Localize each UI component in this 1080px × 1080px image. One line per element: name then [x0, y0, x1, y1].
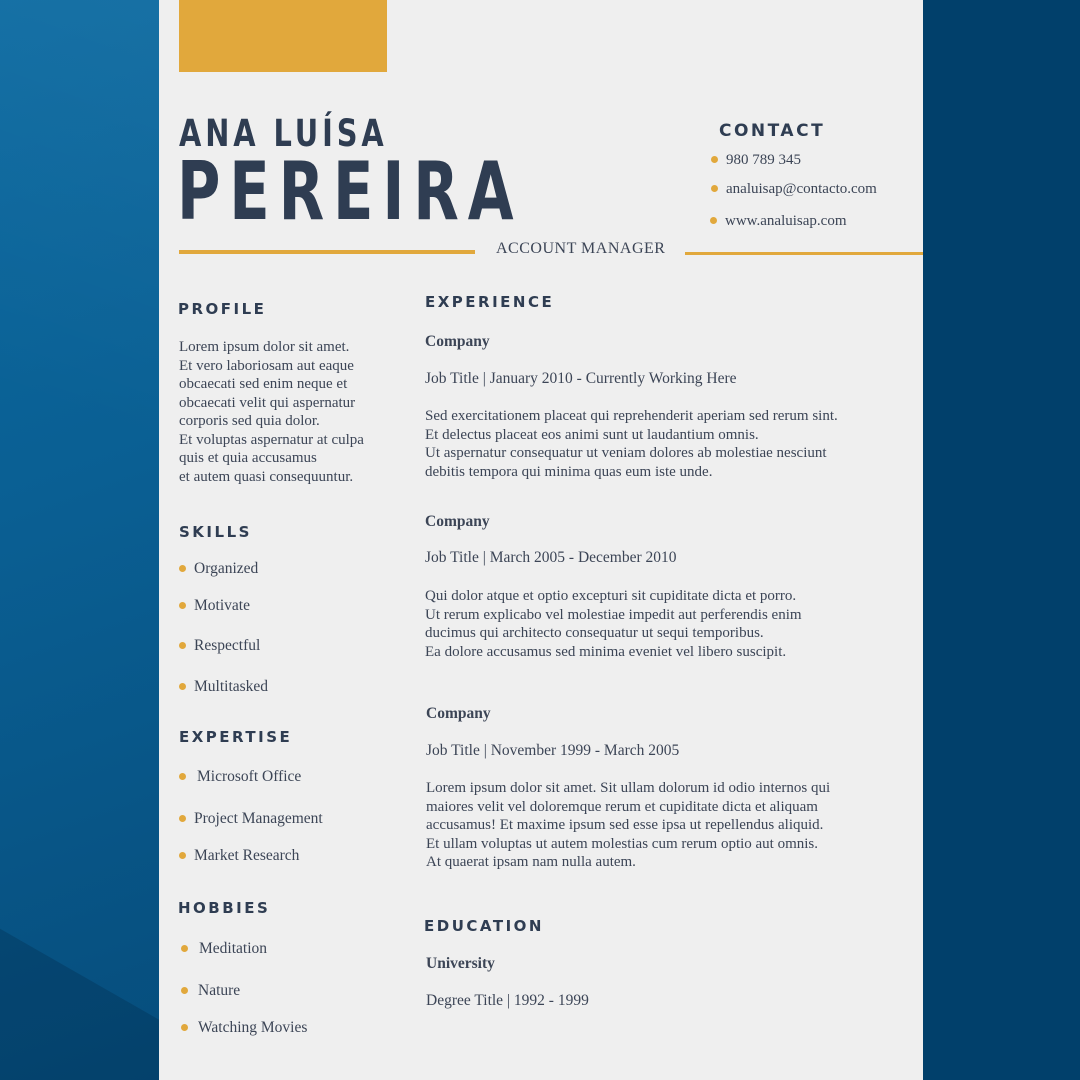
expertise-label: Market Research — [194, 847, 300, 864]
description-line: Ut rerum explicabo vel molestiae impedit aut perferendis enim — [425, 606, 802, 623]
experience-job-line: Job Title | March 2005 - December 2010 — [425, 549, 677, 566]
education-university: University — [426, 955, 495, 972]
hobby-item — [181, 982, 240, 1000]
hobby-label: Meditation — [199, 940, 268, 957]
profile-line: Et voluptas aspernatur at culpa — [179, 431, 364, 448]
resume-page — [159, 0, 923, 1080]
accent-block — [179, 0, 387, 72]
bullet-icon — [179, 602, 186, 609]
bullet-icon — [181, 987, 188, 994]
skill-label: Respectful — [194, 637, 261, 654]
description-line: Qui dolor atque et optio excepturi sit cupiditate dicta et porro. — [425, 588, 797, 604]
skill-label: Motivate — [194, 597, 250, 614]
background-right-panel — [920, 0, 1080, 1080]
experience-description — [425, 587, 895, 661]
expertise-item — [179, 847, 299, 865]
hobby-item — [181, 940, 267, 958]
background-facet — [0, 0, 170, 1080]
skill-item — [179, 678, 268, 696]
education-degree: Degree Title | 1992 - 1999 — [426, 992, 589, 1009]
bullet-icon — [179, 815, 186, 822]
contact-heading: CONTACT — [719, 121, 826, 141]
experience-job-line: Job Title | January 2010 - Currently Working Here — [425, 370, 737, 387]
expertise-item — [179, 810, 323, 828]
skill-item — [179, 637, 260, 655]
contact-phone-text: 980 789 345 — [726, 152, 801, 168]
description-line: Lorem ipsum dolor sit amet. Sit ullam dolorum id odio internos qui — [426, 780, 831, 796]
bullet-icon — [179, 773, 186, 780]
hobby-label: Watching Movies — [198, 1019, 308, 1036]
profile-line: Et vero laboriosam aut eaque — [179, 357, 354, 374]
description-line: Ut aspernatur consequatur ut veniam dolores ab molestiae nesciunt — [425, 445, 827, 461]
expertise-label: Project Management — [194, 810, 323, 827]
profile-line: obcaecati sed enim neque et — [179, 376, 348, 392]
accent-rule-left — [179, 250, 475, 254]
contact-email-text: analuisap@contacto.com — [726, 181, 877, 197]
hobby-item — [181, 1019, 307, 1037]
accent-rule-right — [685, 252, 923, 255]
bullet-icon — [179, 565, 186, 572]
description-line: Et ullam voluptas ut autem molestias cum rerum optio aut omnis. — [426, 835, 819, 852]
description-line: Ea dolore accusamus sed minima eveniet vel libero suscipit. — [425, 643, 787, 660]
description-line: At quaerat ipsam nam nulla autem. — [426, 854, 636, 870]
description-line: Et delectus placeat eos animi sunt ut laudantium omnis. — [425, 426, 759, 443]
skill-item — [179, 560, 258, 578]
bullet-icon — [181, 945, 188, 952]
bullet-icon — [711, 185, 718, 192]
profile-line: obcaecati velit qui aspernatur — [179, 394, 356, 411]
expertise-heading: EXPERTISE — [179, 728, 293, 746]
last-name: PEREIRA — [177, 145, 523, 238]
job-title: ACCOUNT MANAGER — [496, 240, 666, 257]
bullet-icon — [179, 642, 186, 649]
experience-heading: EXPERIENCE — [425, 293, 555, 311]
contact-website-text: www.analuisap.com — [725, 213, 847, 229]
bullet-icon — [711, 156, 718, 163]
experience-company: Company — [425, 513, 490, 530]
description-line: ducimus qui architecto consequatur ut sequi temporibus. — [425, 625, 764, 641]
profile-line: corporis sed quia dolor. — [179, 413, 320, 429]
profile-line: Lorem ipsum dolor sit amet. — [179, 339, 350, 355]
contact-email[interactable] — [711, 181, 877, 198]
bullet-icon — [179, 852, 186, 859]
bullet-icon — [181, 1024, 188, 1031]
bullet-icon — [710, 217, 717, 224]
experience-job-line: Job Title | November 1999 - March 2005 — [426, 742, 680, 759]
experience-description — [425, 407, 895, 481]
skill-label: Organized — [194, 560, 259, 577]
profile-heading: PROFILE — [178, 300, 267, 318]
profile-text — [179, 338, 389, 486]
hobby-label: Nature — [198, 982, 241, 999]
expertise-item — [179, 768, 301, 786]
skill-item — [179, 597, 250, 615]
contact-phone — [711, 152, 801, 169]
background-left-panel — [0, 0, 170, 1080]
experience-company: Company — [426, 705, 491, 722]
education-heading: EDUCATION — [424, 917, 544, 935]
contact-website[interactable] — [710, 213, 847, 230]
skill-label: Multitasked — [194, 678, 269, 695]
expertise-label: Microsoft Office — [197, 768, 302, 785]
hobbies-heading: HOBBIES — [178, 899, 271, 917]
bullet-icon — [179, 683, 186, 690]
experience-company: Company — [425, 333, 490, 350]
experience-description — [426, 779, 896, 872]
description-line: maiores velit vel doloremque rerum et cupiditate dicta et aliquam — [426, 798, 818, 815]
description-line: accusamus! Et maxime ipsum sed esse ipsa ut repellendus aliquid. — [426, 817, 824, 833]
profile-line: et autem quasi consequuntur. — [179, 468, 354, 485]
first-name: ANA LUÍSA — [179, 112, 388, 155]
skills-heading: SKILLS — [179, 523, 252, 541]
description-line: Sed exercitationem placeat qui reprehenderit aperiam sed rerum sint. — [425, 408, 838, 424]
description-line: debitis tempora qui minima quas eum iste unde. — [425, 463, 713, 480]
profile-line: quis et quia accusamus — [179, 450, 317, 466]
